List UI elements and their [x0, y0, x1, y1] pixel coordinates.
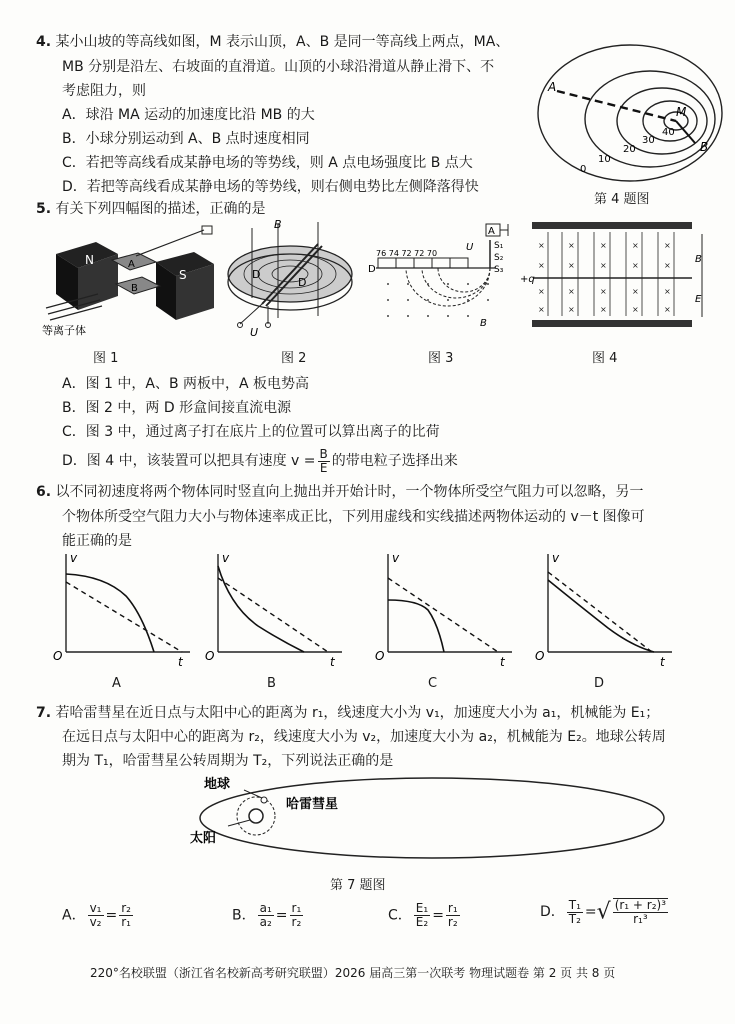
label-b: B — [700, 140, 709, 154]
svg-text:×: × — [600, 261, 607, 270]
q7-option-d: D． $\frac{\text{T₁}}{\text{T₂}}$ =√ $\frac{\text{(r₁ + r₂)³}}{\text{r₁³}}$ — [540, 897, 667, 926]
q6-graph-b-label: B — [267, 676, 276, 691]
sqrt-icon: √ — [596, 899, 611, 925]
sun — [249, 809, 263, 823]
fig4-e: E — [695, 294, 702, 305]
svg-text:×: × — [568, 261, 575, 270]
svg-text:O: O — [535, 649, 545, 663]
label-earth: 地球 — [204, 777, 231, 792]
svg-text:×: × — [632, 287, 639, 296]
q6-graph-c — [372, 548, 517, 668]
fig1-n: N — [85, 253, 94, 267]
q5-fig4-caption: 图 4 — [592, 351, 618, 366]
q6-graph-c-label: C — [428, 676, 438, 691]
svg-text:×: × — [600, 241, 607, 250]
q6-number: 6. — [36, 484, 52, 500]
label-m: M — [676, 105, 687, 119]
q6-graph-d-label: D — [594, 676, 605, 691]
q5-fig1-mhd-generator — [36, 222, 216, 340]
q5-option-c: C．图 3 中，通过离子打在底片上的位置可以算出离子的比荷 — [62, 424, 440, 440]
q7-number: 7. — [36, 705, 52, 721]
svg-text:×: × — [538, 241, 545, 250]
page-footer: 220°名校联盟（浙江省名校新高考研究联盟）2026 届高三第一次联考 物理试题卷 第 2 页 共 8 页 — [90, 966, 616, 980]
q5-fig1-caption: 图 1 — [93, 351, 119, 366]
q5-stem: 5. 有关下列四幅图的描述，正确的是 — [36, 201, 266, 217]
q5-number: 5. — [36, 201, 52, 217]
label-contour-20: 20 — [623, 144, 636, 155]
fig3-scale: 76 74 72 72 70 — [376, 249, 438, 258]
svg-text:t: t — [500, 655, 505, 669]
q6-stem-line-1: 6. 以不同初速度将两个物体同时竖直向上抛出并开始计时，一个物体所受空气阻力可以忽略，另一 — [36, 484, 644, 500]
svg-text:×: × — [538, 287, 545, 296]
label-comet: 哈雷彗星 — [286, 797, 339, 812]
svg-text:O: O — [205, 649, 215, 663]
fig1-plasma-label: 等离子体 — [42, 324, 86, 337]
svg-text:×: × — [538, 305, 545, 314]
fig3-a: A — [488, 226, 495, 237]
svg-text:×: × — [664, 241, 671, 250]
q5-option-a: A．图 1 中，A、B 两板中，A 板电势高 — [62, 376, 310, 392]
svg-text:×: × — [568, 241, 575, 250]
fig3-s2: S₂ — [494, 253, 504, 263]
q5-fig4-velocity-selector — [522, 222, 712, 337]
q5-option-b: B．图 2 中，两 D 形盒间接直流电源 — [62, 400, 292, 416]
svg-text:v: v — [222, 551, 230, 565]
fig2-u: U — [250, 326, 259, 339]
fig4-b: B — [695, 254, 702, 265]
svg-text:×: × — [632, 261, 639, 270]
fig3-b: B — [480, 318, 487, 329]
q4-option-c: C．若把等高线看成某静电场的等势线，则 A 点电场强度比 B 点大 — [62, 155, 473, 171]
q4-number: 4. — [36, 34, 52, 50]
svg-text:t: t — [660, 655, 665, 669]
svg-text:×: × — [664, 305, 671, 314]
svg-text:t: t — [330, 655, 335, 669]
q6-stem-line-3: 能正确的是 — [62, 533, 132, 549]
q6-graph-a-label: A — [112, 676, 121, 691]
q4-stem-line-3: 考虑阻力，则 — [62, 83, 146, 99]
fig3-u: U — [466, 242, 474, 253]
q5-fig3-caption: 图 3 — [428, 351, 454, 366]
label-contour-30: 30 — [642, 135, 655, 146]
comet-orbit — [200, 778, 664, 858]
svg-text:×: × — [568, 305, 575, 314]
label-contour-10: 10 — [598, 154, 611, 165]
fig2-b: B — [274, 218, 282, 231]
fig1-b: B — [131, 283, 138, 294]
fig2-d-right: D — [298, 276, 307, 289]
q5-option-d-fraction: $\frac{B}{E}$ — [319, 446, 328, 475]
q7-orbit-figure — [190, 770, 670, 870]
svg-text:v: v — [70, 551, 78, 565]
svg-text:×: × — [600, 305, 607, 314]
svg-text:v: v — [552, 551, 560, 565]
q7-stem-line-1: 7. 若哈雷彗星在近日点与太阳中心的距离为 r₁，线速度大小为 v₁，加速度大小为 a₁，机械能为 E₁； — [36, 705, 660, 721]
svg-text:×: × — [664, 287, 671, 296]
q4-stem-line-2: MB 分别是沿左、右坡面的直滑道。山顶的小球沿滑道从静止滑下、不 — [62, 59, 495, 75]
svg-text:×: × — [664, 261, 671, 270]
q6-graph-a — [50, 548, 195, 668]
q5-fig3-mass-spectrometer — [368, 216, 523, 334]
q7-stem-line-3: 期为 T₁，哈雷彗星公转周期为 T₂，下列说法正确的是 — [62, 753, 394, 769]
q7-stem-line-2: 在远日点与太阳中心的距离为 r₂，线速度大小为 v₂，加速度大小为 a₂，机械能为 E₂。地球公转周 — [62, 729, 666, 745]
q7-option-b: B． $\frac{\text{a₁}}{\text{a₂}}$ = $\frac{\text{r₁}}{\text{r₂}}$ — [232, 901, 302, 929]
svg-text:×: × — [632, 241, 639, 250]
q6-graph-b — [202, 548, 347, 668]
svg-text:O: O — [375, 649, 385, 663]
q4-option-a: A．球沿 MA 运动的加速度比沿 MB 的大 — [62, 107, 315, 123]
fig1-a: A — [128, 259, 135, 270]
label-contour-0: 0 — [580, 164, 587, 175]
fig3-d: D — [368, 264, 376, 275]
q4-option-b: B．小球分别运动到 A、B 点时速度相同 — [62, 131, 310, 147]
fig2-d-left: D — [252, 268, 261, 281]
q4-figure-caption: 第 4 题图 — [594, 192, 650, 207]
svg-text:×: × — [600, 287, 607, 296]
q7-option-c: C． $\frac{\text{E₁}}{\text{E₂}}$ = $\frac{\text{r₁}}{\text{r₂}}$ — [388, 901, 458, 929]
q4-contour-figure — [530, 35, 725, 185]
q6-stem-line-2: 个物体所受空气阻力大小与物体速率成正比，下列用虚线和实线描述两物体运动的 v－t 图像可 — [62, 509, 645, 525]
q7-figure-caption: 第 7 题图 — [330, 878, 386, 893]
q5-fig2-cyclotron — [222, 218, 362, 340]
svg-text:O: O — [53, 649, 63, 663]
fig3-s1: S₁ — [494, 241, 504, 251]
svg-text:×: × — [632, 305, 639, 314]
q5-fig2-caption: 图 2 — [281, 351, 307, 366]
svg-text:t: t — [178, 655, 183, 669]
q4-stem-line-1: 4. 某小山坡的等高线如图，M 表示山顶，A、B 是同一等高线上两点，MA、 — [36, 34, 510, 50]
svg-text:×: × — [568, 287, 575, 296]
label-sun: 太阳 — [190, 831, 217, 846]
svg-text:v: v — [392, 551, 400, 565]
svg-text:×: × — [538, 261, 545, 270]
fig1-s: S — [179, 268, 187, 282]
q4-option-d: D．若把等高线看成某静电场的等势线，则右侧电势比左侧降落得快 — [62, 179, 479, 195]
label-a: A — [548, 80, 557, 94]
slide-ma — [557, 91, 676, 121]
label-contour-40: 40 — [662, 127, 675, 138]
fig4-q: +q — [520, 274, 535, 285]
q6-graph-d — [532, 548, 677, 668]
q7-option-a: A． $\frac{\text{v₁}}{\text{v₂}}$ = $\frac{\text{r₂}}{\text{r₁}}$ — [62, 901, 131, 929]
q5-option-d: D．图 4 中，该装置可以把具有速度 v = $\frac{B}{E}$ 的带电粒子选择出来 — [62, 446, 458, 475]
fig3-s3: S₃ — [494, 265, 504, 275]
